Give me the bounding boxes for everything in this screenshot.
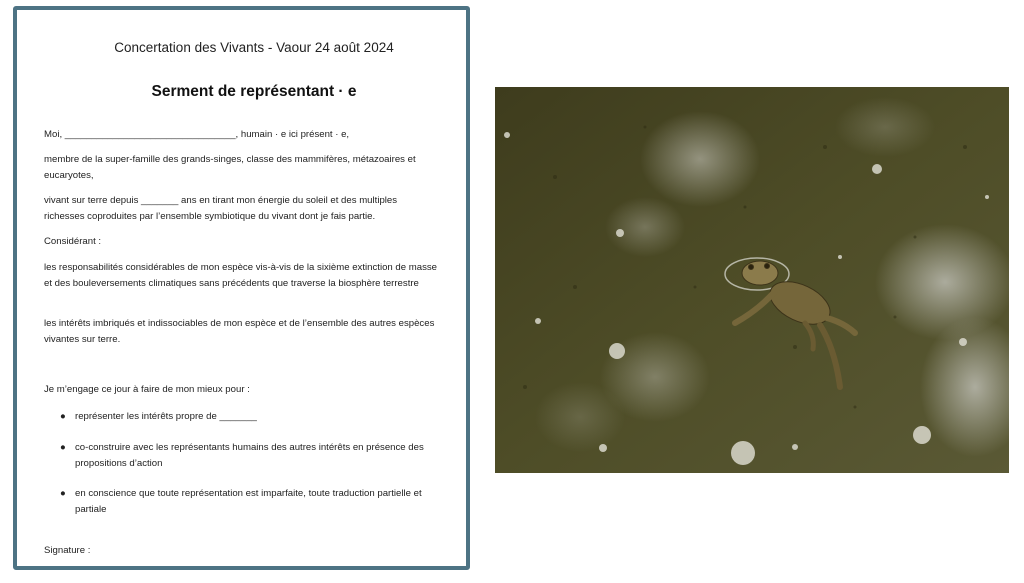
bullet-icon: ● [60,488,66,499]
bullet-text: co-construire avec les représentants humains des autres intérêts en présence des propositions d’action [75,442,424,469]
bullet-icon: ● [60,411,66,422]
document-title: Serment de représentant · e [151,83,357,100]
paragraph-interests: les intérêts imbriqués et indissociables de mon espèce et de l’ensemble des autres espèces vivantes sur terre. [44,318,435,345]
paragraph-living: vivant sur terre depuis _______ ans en tirant mon énergie du soleil et des multiples richesses coproduites par l’ensemble symbiotique du vivant dont je fais partie. [44,195,398,222]
frog-photo [495,87,1009,473]
event-header: Concertation des Vivants - Vaour 24 août 2024 [114,40,394,55]
paragraph-commitment: Je m’engage ce jour à faire de mon mieux pour : [44,384,250,395]
paragraph-taxonomy: membre de la super-famille des grands-singes, classe des mammifères, métazoaires et eucaryotes, [44,154,416,181]
paragraph-considering: Considérant : [44,236,102,247]
bullet-text: en conscience que toute représentation est imparfaite, toute traduction partielle et partiale [75,488,422,515]
paragraph-identity: Moi, ________________________________, humain · e ici présent · e, [44,129,350,140]
bullet-icon: ● [60,442,66,453]
oath-document [13,6,470,570]
paragraph-responsibilities: les responsabilités considérables de mon espèce vis-à-vis de la sixième extinction de masse et des bouleversements climatiques sans précédents que traverse la biosphère terrestre [44,262,438,289]
signature-label: Signature : [44,545,91,556]
bullet-text: représenter les intérêts propre de _______ [75,411,257,422]
